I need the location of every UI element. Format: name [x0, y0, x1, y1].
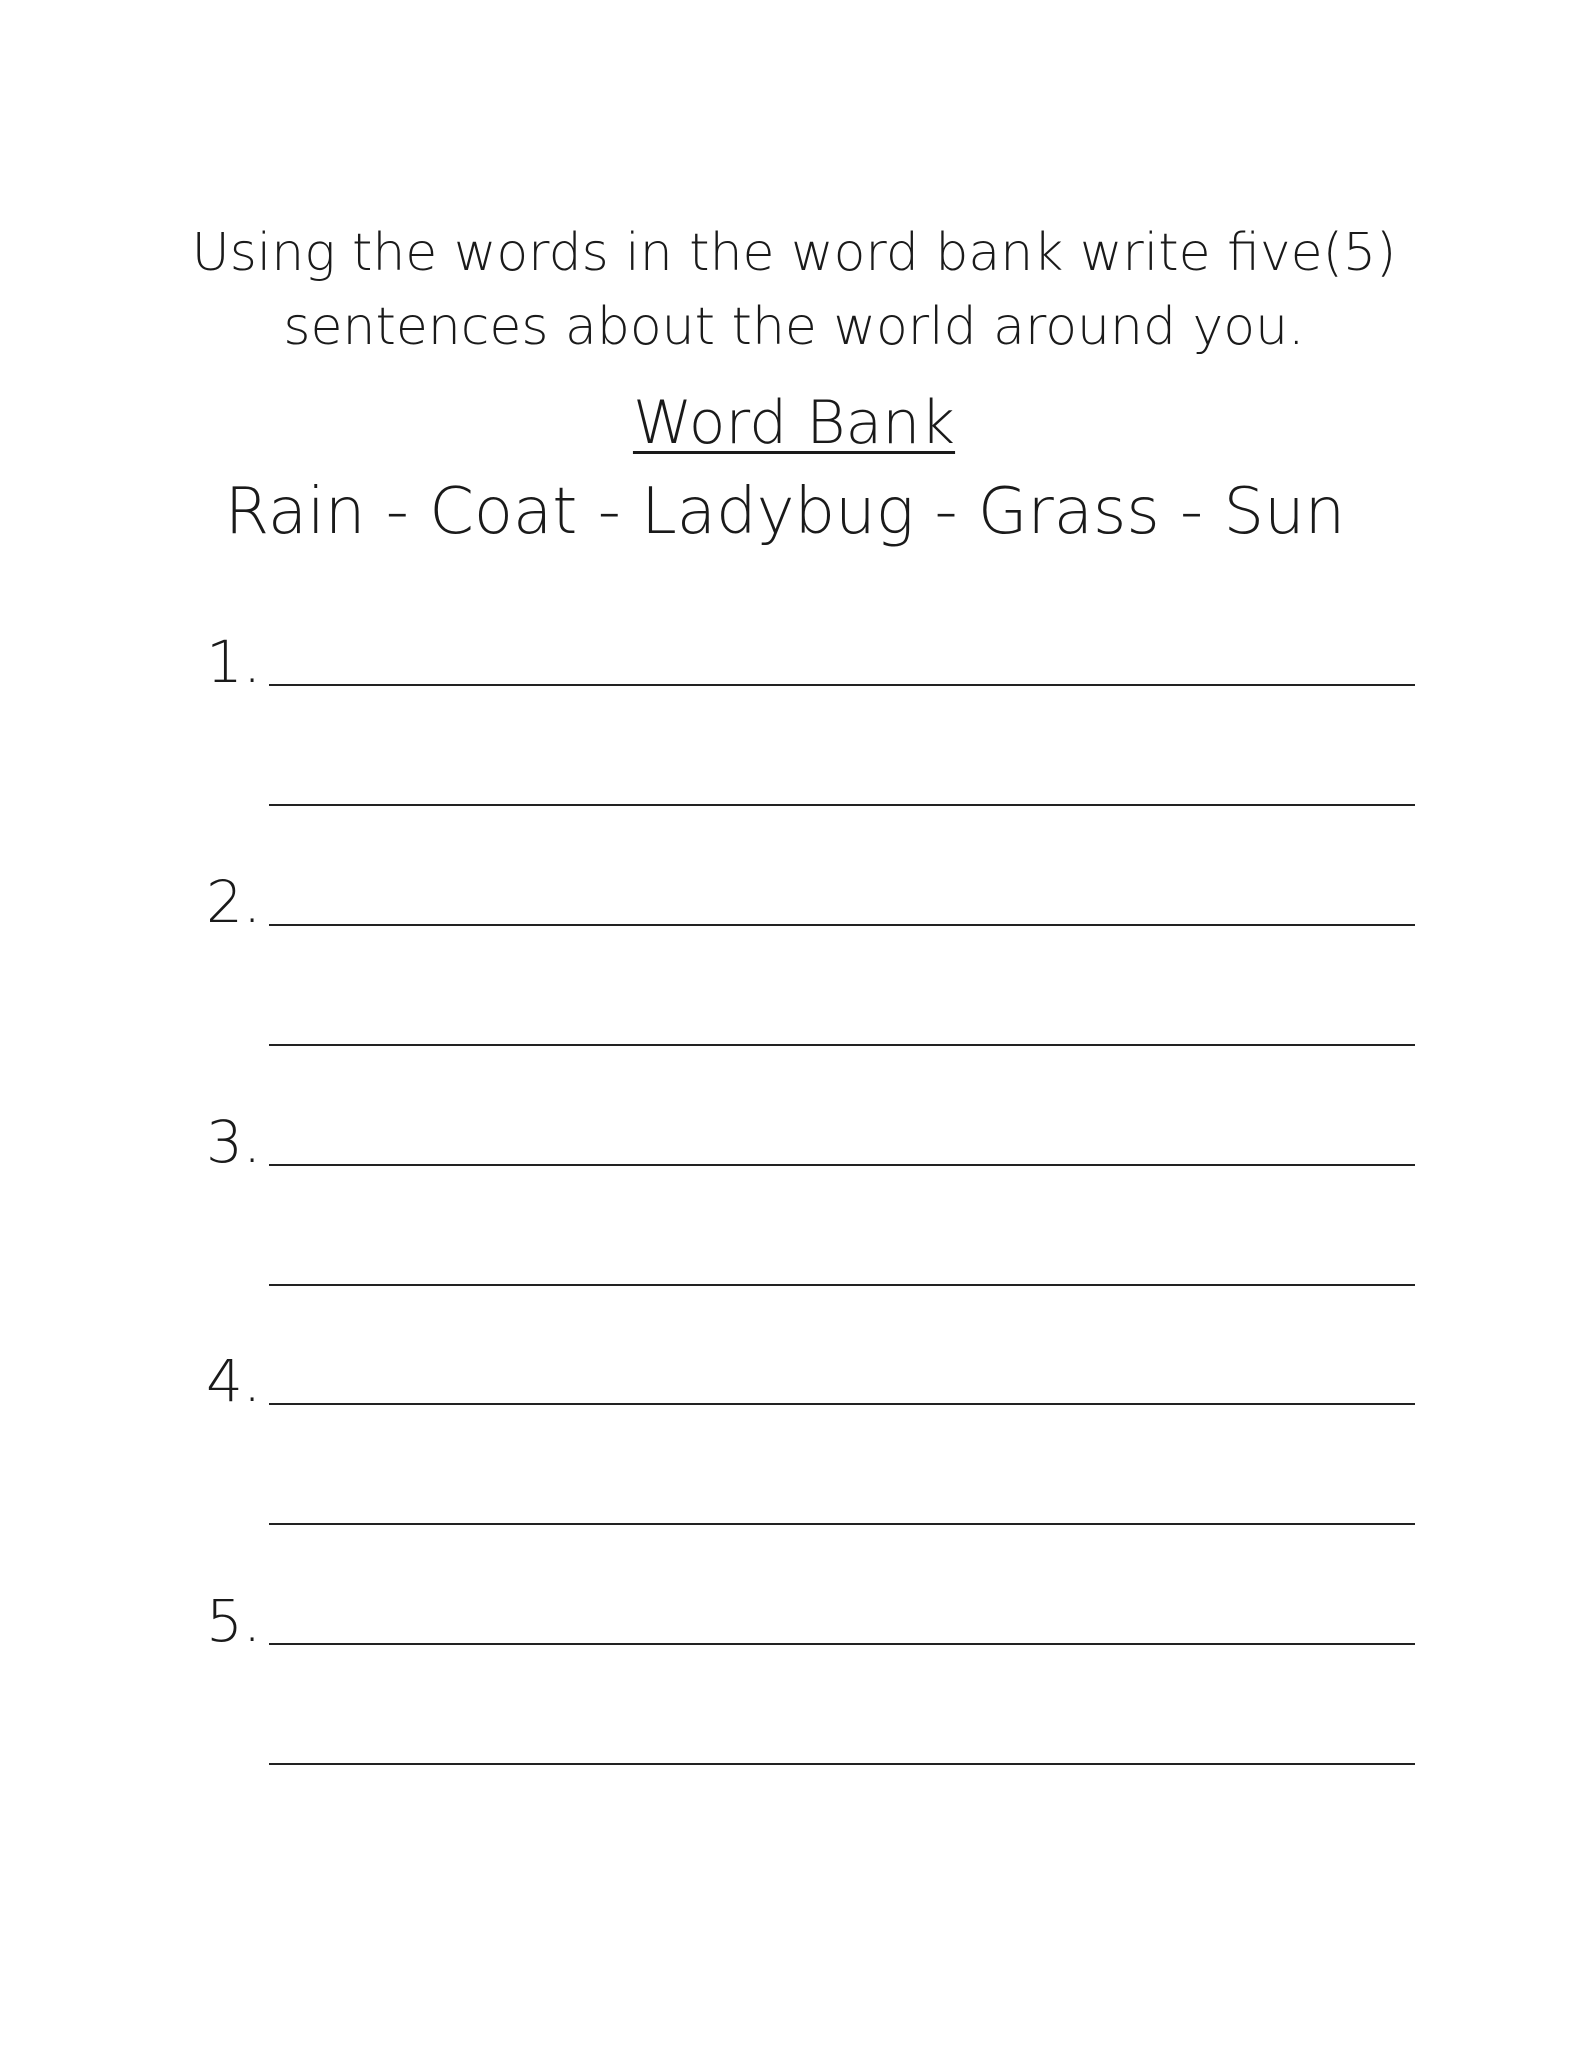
answer-line[interactable] — [269, 804, 1415, 806]
item-number: 2. — [206, 868, 262, 936]
word-bank-heading — [0, 388, 1588, 458]
instructions — [0, 216, 1588, 364]
answer-line[interactable] — [269, 1763, 1415, 1765]
answer-line[interactable] — [269, 924, 1415, 926]
item-number: 1. — [206, 628, 262, 696]
sentence-item-4 — [0, 1347, 1588, 1587]
sentence-item-5 — [0, 1587, 1588, 1827]
answer-line[interactable] — [269, 684, 1415, 686]
sentence-item-3 — [0, 1108, 1588, 1348]
answer-line[interactable] — [269, 1523, 1415, 1525]
answer-line[interactable] — [269, 1403, 1415, 1405]
sentence-item-2 — [0, 868, 1588, 1108]
answer-line[interactable] — [269, 1044, 1415, 1046]
item-number: 4. — [206, 1347, 262, 1415]
word-bank-heading-text: Word Bank — [632, 388, 956, 458]
answer-line[interactable] — [269, 1164, 1415, 1166]
word-bank-words: Rain - Coat - Ladybug - Grass - Sun — [224, 475, 1346, 549]
sentence-item-1 — [0, 628, 1588, 868]
instructions-line-1: Using the words in the word bank write five(5) — [191, 223, 1397, 283]
answer-line[interactable] — [269, 1643, 1415, 1645]
item-number: 3. — [206, 1108, 262, 1176]
item-number: 5. — [206, 1587, 262, 1655]
instructions-line-2: sentences about the world around you. — [283, 297, 1305, 357]
answer-line[interactable] — [269, 1284, 1415, 1286]
